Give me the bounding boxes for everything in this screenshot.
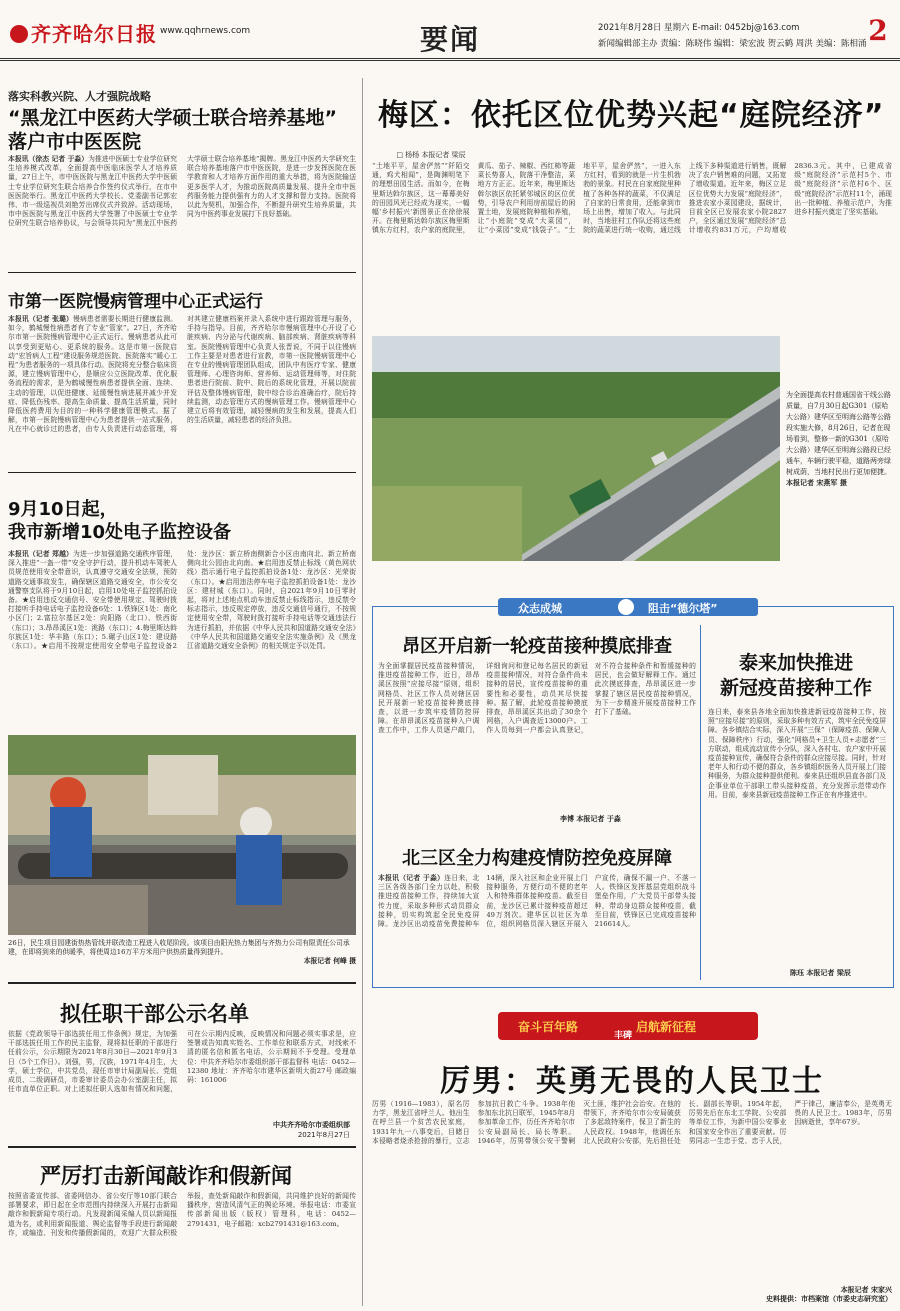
cadres-text: 依据《党政领导干部选拔任用工作条例》规定，为加强干部选拔任用工作的民主监督，现将拟任职的干部进行任前公示，公示期限为2021年8月30日—2021年9月3日（5个工作日）。刘强，男，汉族，1971年4月生，大学，硕士学位，中共党员，现任市审计局副局长、党组成员、二级调研员，市委审计委员会办公室副主任，拟任市直单位正职。对上述拟任职人选如有情况和问题，可在公示期内反映，反映情况和问题必须实事求是，应签署或告知真实姓名、工作单位和联系方式，对线索不清的匿名信和匿名电话，公示期间不予受理。受理单位：中共齐齐哈尔市委组织部干部监督科 电话：0452—12380 地址：齐齐哈尔市建华区新明大街27号 邮政编码：161006 — [8, 1030, 356, 1094]
anang-credit — [560, 814, 621, 824]
editors-line: 新闻编辑部主办 责编：陈晓伟 编辑：梁宏波 贺云鹤 周洪 美编：陈相涌 — [598, 39, 867, 49]
logo-text: 齐齐哈尔日报 — [31, 22, 157, 46]
divider — [8, 1146, 356, 1148]
press-body — [8, 1192, 356, 1304]
meili-headline: 梅区：依托区位优势兴起“庭院经济” — [378, 98, 885, 133]
hero-banner — [498, 1012, 758, 1040]
tailai-text: 连日来，泰来县各地全面加快推进新冠疫苗接种工作，按照“应接尽接”的原则，采取多种有效方式，筑牢全民免疫屏障。各乡镇结合实际，深入开展“三保”（保障疫苗、保障人员、保障秩序）行动，强化“网格员+卫生人员+志愿者”三方联动，组成流动宣传小分队，深入各村屯、农户家中开展疫苗接种宣传，确保符合条件的群众应接尽接。同时，针对老年人和行动不便的群众，各乡镇组织医务人员开展上门接种服务，为群众接种提供便利。泰来县还组织县直各部门及企事业单位干部职工带头接种疫苗，充分发挥示范带动作用。目前，泰来县新冠疫苗接种工作正在有序推进中。 — [708, 708, 886, 799]
cadres-signature-block — [190, 1120, 350, 1140]
hero-banner-left: 奋斗百年路 — [518, 1020, 579, 1034]
tailai-credit-text: 陈珏 本报记者 梁辰 — [790, 969, 851, 977]
beisan-body — [378, 874, 696, 980]
anang-text: 为全面掌握居民疫苗接种情况，推进疫苗接种工作，近日，昂昂溪区按照“应接尽接”原则，组织网格员、社区工作人员对辖区居民开展新一轮疫苗接种摸底排查，以进一步筑牢疫情防控屏障。在昂昂溪区疫苗接种入户调查工作中，工作人员逐户敲门，详细询问和登记每名居民的新冠疫苗接种情况，对符合条件尚未接种的居民，宣传疫苗接种的重要性和必要性，动员其尽快接种。据了解，此轮疫苗接种摸底排查，昂昂溪区共出动了30余个网格，入户调查近13000户。工作人员每到一户都会认真登记，对不符合接种条件和暂缓接种的居民，也会做好解释工作。通过此次摸底排查，昂昂溪区进一步掌握了辖区居民疫苗接种情况，为下一步精准开展疫苗接种工作打下了基础。 — [378, 662, 696, 735]
tailai-headline-1: 泰来加快推进 — [738, 652, 853, 674]
press-headline: 严厉打击新闻敲诈和假新闻 — [40, 1164, 292, 1188]
tcm-text: 为推进中医硕士专业学位研究生培养模式改革，全面提高中医临床医学人才培养质量，27日上午，市中医医院与黑龙江中医药大学中医硕士专业学位研究生联合培养合作签约仪式举行，在市中医医院举行。黑龙江中医药大学校长、党委副书记郭宏伟、市一级巡视员刘艳芳出席仪式并致辞。活动现场，市中医医院与黑龙江中医药大学签署了中医硕士专业学位研究生联合培养协议，与会领导共同为“黑龙江中医药大学硕士联合培养基地”揭牌。黑龙江中医药大学研究生联合培养基地落户市中医医院，是进一步发挥医院在医学教育和人才培养方面作用的重大举措，将为医院输送更多医学人才，为推动医院高质量发展、提升全市中医药服务能力提供强有力的人才支撑和智力支持。医院将以此为契机，加强合作，不断提升研究生培养质量，共同为中医药事业发展打下良好基础。 — [8, 155, 356, 228]
header-meta — [598, 20, 867, 52]
beisan-headline: 北三区全力构建疫情防控免疫屏障 — [402, 848, 672, 869]
cameras-body — [8, 550, 356, 728]
cadres-headline: 拟任职干部公示名单 — [60, 1002, 249, 1026]
hospital-body — [8, 315, 356, 467]
divider — [8, 472, 356, 473]
website[interactable]: www.qqhrnews.com — [160, 26, 251, 36]
beisan-lead: 本报讯（记者 于淼） — [378, 874, 445, 882]
tailai-credit — [790, 968, 851, 978]
feature-divider — [700, 625, 701, 980]
hospital-headline: 市第一医院慢病管理中心正式运行 — [8, 292, 263, 312]
date-line: 2021年8月28日 星期六 E-mail: 0452bj@163.com — [598, 23, 800, 33]
section-title: 要闻 — [420, 23, 481, 56]
cadres-date: 2021年8月27日 — [297, 1131, 350, 1139]
hero-source: 史料提供：市档案馆（市委史志研究室） — [766, 1295, 892, 1303]
meili-byline: □ 杨杨 本报记者 梁辰 — [396, 151, 466, 159]
tailai-body — [708, 708, 886, 966]
column-divider — [362, 78, 363, 1306]
hero-body — [372, 1100, 892, 1285]
shield-icon — [618, 599, 634, 615]
anang-headline: 昂区开启新一轮疫苗接种摸底排查 — [402, 636, 672, 657]
meili-text: “土地平平，屋舍俨然”“阡陌交通，鸡犬相闻”，是陶渊明笔下的理想田园生活。而如今，在梅里斯达斡尔族区，这一幕幕美好的田园风光已经成为现实，一幅幅‘乡村振兴’新图景正在徐徐展开。在梅里斯达斡尔族区梅里斯镇东方红村，农户家的庭院里，黄瓜、茄子、辣椒、西红柿等蔬菜长势喜人，院落干净整洁，菜地方方正正。近年来，梅里斯达斡尔族区依托紧邻城区的区位优势，引导农户利用房前屋后的闲置土地，发展庭院种植和养殖，让“小庭院”变成“大菜园”，让“小菜园”变成“钱袋子”。“土地平平，屋舍俨然”，一进入东方红村，看到的就是一片生机勃勃的景象。村民在自家庭院里种植了各种各样的蔬菜，不仅满足了自家的日常食用，还能拿到市场上出售，增加了收入。与此同时，当地驻村工作队还将这些庭院的蔬菜进行统一收购，通过线上线下多种渠道进行销售，既解决了农户销售难的问题，又拓宽了增收渠道。近年来，梅区立足区位优势大力发展“庭院经济”，推进农家小菜园建设，据统计，目前全区已发展农家小院2827户，全区通过发展“庭院经济”总计增收约831万元，户均增收2836.3元。其中，已建成省级“庭院经济”示范村5个、市级“庭院经济”示范村6个、区级“庭院经济”示范村11个，涌现出一批种植、养殖示范户，为推进乡村振兴奠定了坚实基础。 — [372, 162, 892, 235]
hospital-lead: 本报讯（记者 张璐） — [8, 315, 73, 323]
cadres-body — [8, 1030, 356, 1122]
cameras-text: 为进一步加强道路交通秩序管理，深入推进“一盔一带”安全守护行动，提升机动车驾驶人员规范使用安全带意识，认真遵守交通安全法规，预防道路交通事故发生，确保辖区道路交通安全，市公安交通警察支队将于9月10日起，启用10处电子监控抓拍设备。★启用违反交通信号、安全带使用规定、驾驶时拨打接听手持电话电子监控设备6处：1.铁锋区1处：南化小区门；2.富拉尔基区2处：向阳路（北口）、铁西街（东口）；3.昂昂溪区1处：洮路（东口）；4.梅里斯达斡尔族区1处：华丰路（东口）；5.碾子山区1处：建设路（东口）。★启用不按规定使用安全带电子监控设备2处：龙沙区：新立桥南侧新合小区由南向北、新立桥南侧向北公园由北向南。★启用违反禁止标线（黄色网状线）指示通行电子监控抓拍设备1处：龙沙区：光荣街（东口）。★启用违法停车电子监控抓拍设备1处：龙沙区：建材城（东口）。同时，自2021年9月10日零时起，将对上述地点机动车违反禁止标线指示，违反禁令标志指示，违反规定停放，违反交通信号通行，不按规定使用安全带，驾驶时拨打接听手持电话等交通违法行为进行抓拍，并依据《中华人民共和国道路交通安全法》《中华人民共和国道路交通安全法实施条例》及《黑龙江省道路交通安全条例》的相关规定予以处罚。 — [8, 550, 356, 651]
tailai-headline-2: 新冠疫苗接种工作 — [719, 677, 872, 699]
feature-banner — [498, 598, 758, 616]
hero-text: 厉男（1916—1983），原名厉力学，黑龙江省呼兰人。他出生在呼兰县一个贫苦农民家庭，1931年九一八事变后，目睹日本侵略者烧杀抢掠的暴行，立志参加抗日救亡斗争。1938年他参加东北抗日联军，1945年8月参加革命工作，历任齐齐哈尔市公安局副局长、局长等职。1946年，厉男带领公安干警剿灭土匪，维护社会治安。在他的带领下，齐齐哈尔市公安局破获了多起敌特案件，保卫了新生的人民政权。1948年，他调任东北人民政府公安部，先后担任处长、副部长等职。1954年起，厉男先后在东北工学院、公安部等单位工作，为新中国公安事业和国家安全作出了重要贡献。厉男同志一生忠于党、忠于人民，严于律己，廉洁奉公，是英勇无畏的人民卫士。1983年，厉男因病逝世，享年67岁。 — [372, 1100, 892, 1145]
feature-banner-right: 阻击“德尔塔” — [648, 602, 718, 615]
cameras-headline-1: 9月10日起， — [8, 499, 118, 520]
newspaper-logo — [10, 18, 157, 47]
hero-headline: 厉男：英勇无畏的人民卫士 — [440, 1064, 824, 1099]
highway-credit: 本报记者 宋燕军 摄 — [786, 479, 847, 487]
cadres-signature: 中共齐齐哈尔市委组织部 — [273, 1121, 350, 1129]
pipeline-photo — [8, 735, 356, 935]
tcm-kicker: 落实科教兴院、人才强院战略 — [8, 90, 151, 103]
anang-body — [378, 662, 696, 812]
hero-credits — [760, 1286, 892, 1304]
highway-caption-text: 为全面提高农村普通国省干线公路质量，自7月30日起G301（原哈大公路）建华区至明海公路等公路段实施大修，8月26日，记者在现场看到，整修一新的G301（原哈大公路）建华区至明海公路段已经通车，车辆行驶平稳，道路两旁绿树成荫，当地村民出行更加便捷。 — [786, 391, 891, 476]
press-text: 按照省委宣传部、省委网信办、省公安厅等10部门联合部署要求，即日起在全市范围内持续深入开展打击新闻敲诈和假新闻专项行动。凡发现新闻采编人员以新闻报道为名，或利用新闻报道、舆论监督等手段进行新闻敲诈，或编造、刊发和传播假新闻的，欢迎广大群众积极举报，查处新闻敲诈和假新闻，共同维护良好的新闻传播秩序，营造风清气正的舆论环境。举报电话：市委宣传部新闻出版（版权）管理科，电话：0452—2791431，电子邮箱：xcb2791431@163.com。 — [8, 1192, 356, 1237]
cameras-lead: 本报讯（记者 郑越） — [8, 550, 73, 558]
pipeline-caption — [8, 939, 356, 977]
meili-body — [372, 162, 892, 334]
pipeline-caption-text: 26日，民生项目园建街热热管线并联改造工程进入收尾阶段。该项目由阳光热力集团与齐热力公司有限责任公司承建，在即将到来的供暖季，将使周边16万平方米用户供热质量得到提升。 — [8, 939, 350, 957]
highway-photo — [372, 336, 780, 561]
tcm-lead: 本报讯（徐杰 记者 于淼） — [8, 155, 89, 163]
hero-banner-sub: 丰碑 — [614, 1031, 633, 1041]
logo-mark-icon — [10, 25, 28, 43]
tcm-subhead: 落户市中医医院 — [8, 131, 142, 153]
pipeline-credit: 本报记者 何峰 摄 — [303, 957, 356, 966]
tcm-body — [8, 155, 356, 267]
beisan-text: 连日来，北三区各级各部门全力以赴，积极推进疫苗接种工作，持续加大宣传力度，采取多种形式动员群众接种，切实构筑起全民免疫屏障。龙沙区出动疫苗免费接种车14辆，深入社区和企业开展上门接种服务，方便行动不便的老年人和特殊群体接种疫苗。截至目前，龙沙区已累计接种疫苗超过49万剂次。建华区以社区为单位，组织网格员深入辖区开展入户宣传，确保不漏一户、不落一人。铁锋区发挥基层党组织战斗堡垒作用，广大党员干部带头接种，带动身边群众接种疫苗，截至目前，铁锋区已完成疫苗接种216614人。 — [378, 874, 696, 929]
cameras-headline-2: 我市新增10处电子监控设备 — [8, 522, 232, 543]
divider — [8, 982, 356, 984]
tcm-headline: “黑龙江中医药大学硕士联合培养基地” — [8, 107, 337, 129]
hospital-text: 慢病患者需要长期进行健康监测。如今，鹤城慢性病患者有了专业“管家”。27日，齐齐哈尔市第一医院慢病管理中心正式运行。慢病患者从此可以享受到更贴心、更系统的服务。这是市第一医院启动“宏旨病人工程”建设服务规范医院、医院落实“暖心工程”为患者服务的一项具体行动。医院将充分整合临床资源，建立慢病管理中心，是顺应公立医院改革、优化服务流程的需求，是为鹤城慢性病患者提供全面、连续、主动的管理，以促进健康、延缓慢性病进展并减少并发症、降低伤残率、提高生命质量、提高生活质量，同时降低医药费用为目的的一种科学健康管理模式。据了解，市第一医院慢病管理中心为患者提供一站式服务，凡在中心就诊过的患者，由专人负责进行动态管理，将对其建立健康档案并录入系统中进行跟踪管理与服务，手持与指导。目前，齐齐哈尔市慢病管理中心开设了心脏疾病、内分泌与代谢疾病、脑部疾病、肾脏疾病等科室。医院慢病管理中心负责人张晋说，不同于以往慢病工作主要是对患者进行宣教，市第一医院慢病管理中心在专业的慢病管理团队组成，团队中有医疗专家、健康管理师、心理咨询师、营养师、运动管理师等，对住院患者进行院前、院中、院后的系统化管理，开展以院前评估及整体慢病管理，院中综合诊治准确治疗，院后持续监测，动态管理方式的慢病管理工作。慢病管理中心建立后将有效管理，减轻慢病的发生和发展，提高人们的生活质量，减轻患者的经济负担。 — [8, 315, 356, 434]
divider — [8, 272, 356, 273]
page-number: 2 — [868, 14, 888, 47]
anang-credit-text: 李博 本报记者 于淼 — [560, 815, 621, 823]
feature-banner-left: 众志成城 — [518, 602, 562, 615]
highway-caption — [786, 390, 892, 570]
hero-banner-right: 启航新征程 — [636, 1020, 697, 1034]
hero-credit: 本报记者 宋家兴 — [840, 1286, 892, 1294]
masthead — [0, 0, 900, 61]
